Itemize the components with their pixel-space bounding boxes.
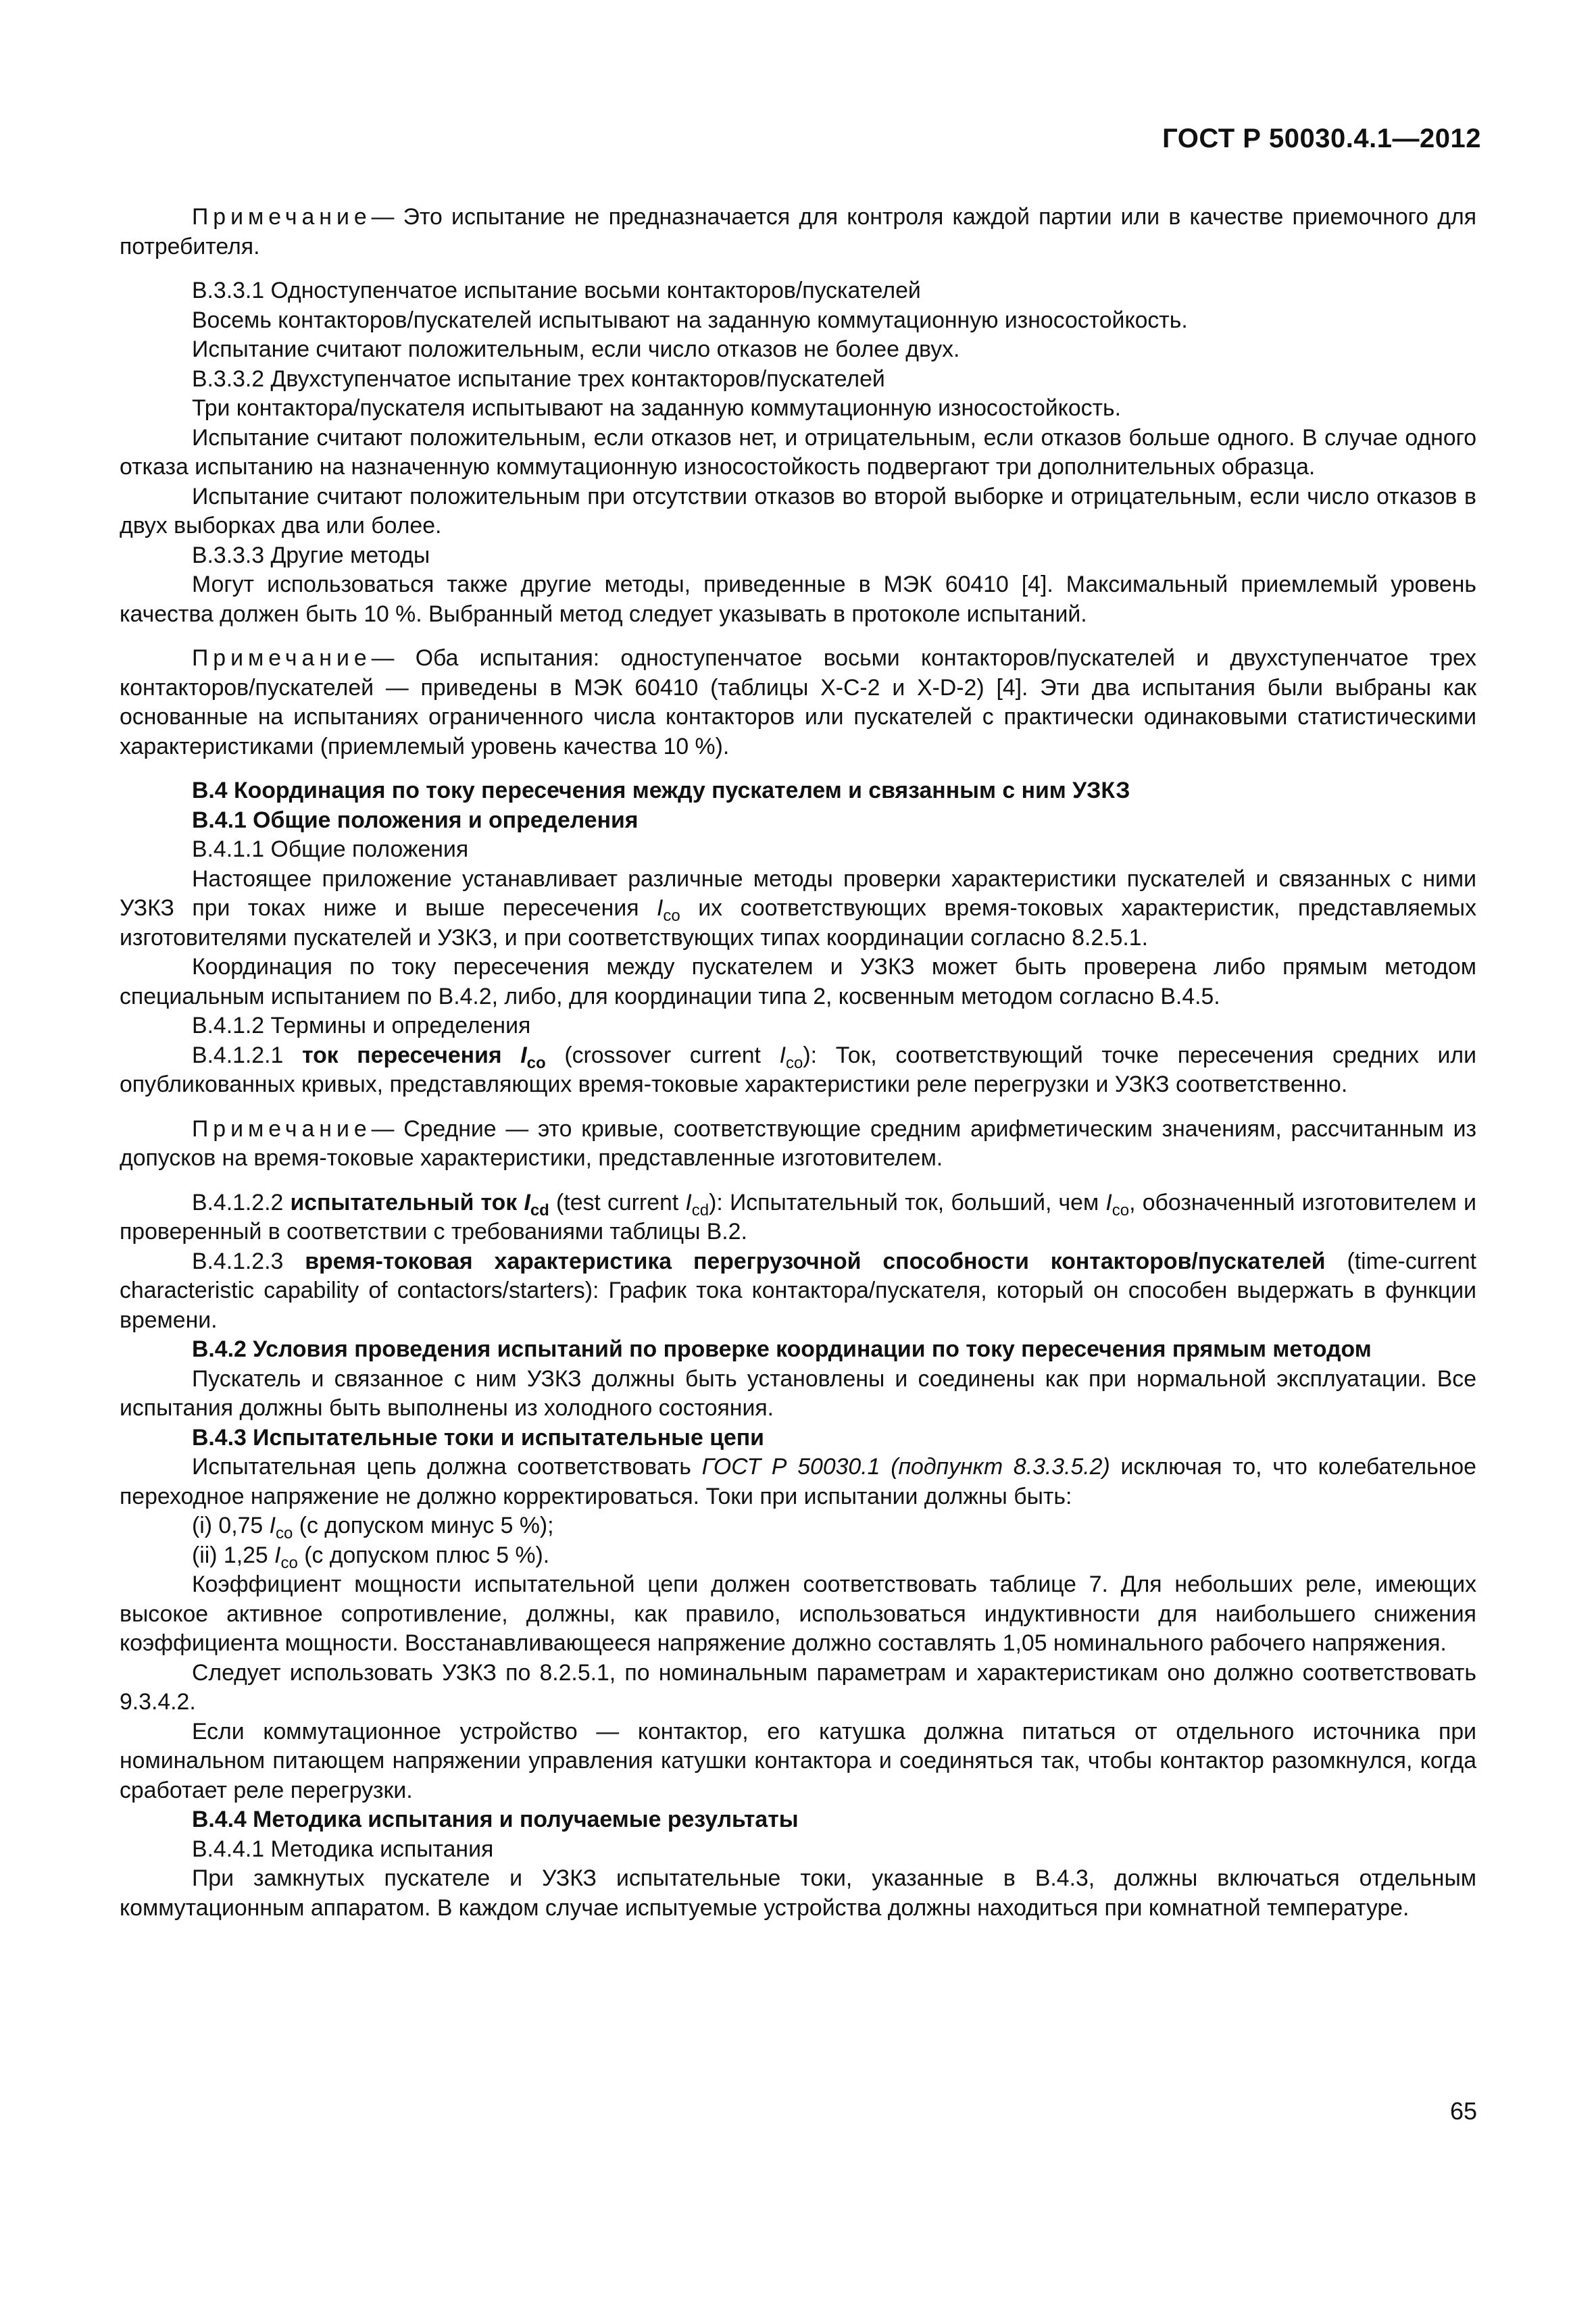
- section-heading: В.4.1 Общие положения и определения: [192, 807, 639, 833]
- definition: В.4.1.2.2 испытательный ток $I_{cd}$ (test current $I_{cd}$): Испытательный ток, больший, чем $I_{co}$, обозначенный изготовителем и проверенный в соответствии с требованиями таблицы В.2.: [120, 1189, 1476, 1244]
- paragraph: Испытание считают положительным, если число отказов не более двух.: [192, 336, 960, 362]
- section-heading: В.4.3 Испытательные токи и испытательные цепи: [192, 1424, 764, 1451]
- paragraph: В.4.1.2 Термины и определения: [192, 1013, 531, 1038]
- paragraph: В.4.1.1 Общие положения: [192, 836, 469, 862]
- paragraph: В.3.3.1 Одноступенчатое испытание восьми контакторов/пускателей: [192, 278, 921, 303]
- term: время-токовая характеристика перегрузочной способности контакторов/пускателей: [305, 1248, 1326, 1274]
- section-heading: В.4.2 Условия проведения испытаний по проверке координации по току пересечения прямым методом: [192, 1336, 1372, 1362]
- paragraph: Настоящее приложение устанавливает различные методы проверки характеристики пускателей и связанных с ними УЗКЗ при токах ниже и выше пересечения $I_{co}$ их соответствующих время-токовых характеристик, представляемых изготовителями пускателей и УЗКЗ, и при соответствующих типах координации согласно 8.2.5.1.: [120, 865, 1476, 951]
- paragraph: В.4.4.1 Методика испытания: [192, 1836, 494, 1862]
- section-heading: В.4 Координация по току пересечения между пускателем и связанным с ним УЗКЗ: [192, 778, 1130, 803]
- paragraph: Три контактора/пускателя испытывают на заданную коммутационную износостойкость.: [192, 395, 1121, 421]
- paragraph: Координация по току пересечения между пускателем и УЗКЗ может быть проверена либо прямым методом специальным испытанием по В.4.2, либо, для координации типа 2, косвенным методом согласно В.4.5.: [120, 954, 1476, 1009]
- page-number: 65: [1449, 2097, 1477, 2125]
- paragraph: Испытание считают положительным при отсутствии отказов во второй выборке и отрицательным, если число отказов в двух выборках два или более.: [120, 483, 1476, 538]
- term: ток пересечения: [301, 1042, 502, 1068]
- paragraph: Восемь контакторов/пускателей испытывают на заданную коммутационную износостойкость.: [192, 307, 1188, 333]
- standard-reference: ГОСТ Р 50030.1 (подпункт 8.3.3.5.2): [701, 1454, 1110, 1480]
- section-heading: В.4.4 Методика испытания и получаемые результаты: [192, 1807, 799, 1832]
- paragraph: Коэффициент мощности испытательной цепи должен соответствовать таблице 7. Для небольших реле, имеющих высокое активное сопротивление, должны, как правило, использоваться индуктивности для наибольшего снижения коэффициента мощности. Восстанавливающееся напряжение должно составлять 1,05 номинального рабочего напряжения.: [120, 1571, 1476, 1656]
- term: испытательный ток: [290, 1189, 518, 1215]
- note-label: Примечание: [192, 645, 372, 671]
- paragraph: Испытательная цепь должна соответствовать ГОСТ Р 50030.1 (подпункт 8.3.3.5.2) исключая то, что колебательное переходное напряжение не должно корректироваться. Токи при испытании должны быть:: [120, 1454, 1476, 1509]
- definition: В.4.1.2.3 время-токовая характеристика перегрузочной способности контакторов/пускателей (time-current characteristic capability of contactors/starters): График тока контактора/пускателя, который он способен выдержать в функции времени.: [120, 1248, 1477, 1333]
- document-code: ГОСТ Р 50030.4.1—2012: [1162, 124, 1481, 153]
- paragraph: Пускатель и связанное с ним УЗКЗ должны быть установлены и соединены как при нормальной эксплуатации. Все испытания должны быть выполнены из холодного состояния.: [120, 1365, 1476, 1421]
- paragraph: Могут использоваться также другие методы, приведенные в МЭК 60410 [4]. Максимальный приемлемый уровень качества должен быть 10 %. Выбранный метод следует указывать в протоколе испытаний.: [120, 572, 1476, 627]
- note-label: Примечание: [192, 204, 372, 230]
- definition: В.4.1.2.1 ток пересечения $I_{co}$ (crossover current $I_{co}$): Ток, соответствующий точке пересечения средних или опубликованных кривых, представляющих время-токовые характеристики реле перегрузки и УЗКЗ соответственно.: [120, 1042, 1476, 1097]
- paragraph: В.3.3.3 Другие методы: [192, 542, 430, 568]
- paragraph: Испытание считают положительным, если отказов нет, и отрицательным, если отказов больше одного. В случае одного отказа испытанию на назначенную коммутационную износостойкость подвергают три дополнительных образца.: [120, 424, 1476, 480]
- paragraph: При замкнутых пускателе и УЗКЗ испытательные токи, указанные в В.4.3, должны включаться отдельным коммутационным аппаратом. В каждом случае испытуемые устройства должны находиться при комнатной температуре.: [120, 1865, 1476, 1921]
- paragraph: Следует использовать УЗКЗ по 8.2.5.1, по номинальным параметрам и характеристикам оно должно соответствовать 9.3.4.2.: [120, 1659, 1476, 1715]
- document-body: [120, 203, 1476, 1923]
- note: Примечание— Это испытание не предназначается для контроля каждой партии или в качестве приемочного для потребителя.: [120, 204, 1476, 259]
- list-item: (ii) 1,25 $I_{co}$ (с допуском плюс 5 %).: [192, 1542, 550, 1572]
- paragraph: Если коммутационное устройство — контактор, его катушка должна питаться от отдельного источника при номинальном питающем напряжении управления катушки контактора и соединяться так, чтобы контактор разомкнулся, когда сработает реле перегрузки.: [120, 1718, 1476, 1803]
- list-item: (i) 0,75 $I_{co}$ (с допуском минус 5 %);: [192, 1513, 554, 1542]
- note: Примечание— Оба испытания: одноступенчатое восьми контакторов/пускателей и двухступенчатое трех контакторов/пускателей — приведены в МЭК 60410 (таблицы X-C-2 и X-D-2) [4]. Эти два испытания были выбраны как основанные на испытаниях ограниченного числа контакторов или пускателей с практически одинаковыми статистическими характеристиками (приемлемый уровень качества 10 %).: [120, 645, 1476, 759]
- note-label: Примечание: [192, 1115, 372, 1142]
- note: Примечание— Средние — это кривые, соответствующие средним арифметическим значениям, рассчитанным из допусков на время-токовые характеристики, представленные изготовителем.: [120, 1115, 1476, 1171]
- paragraph: В.3.3.2 Двухступенчатое испытание трех контакторов/пускателей: [192, 366, 885, 392]
